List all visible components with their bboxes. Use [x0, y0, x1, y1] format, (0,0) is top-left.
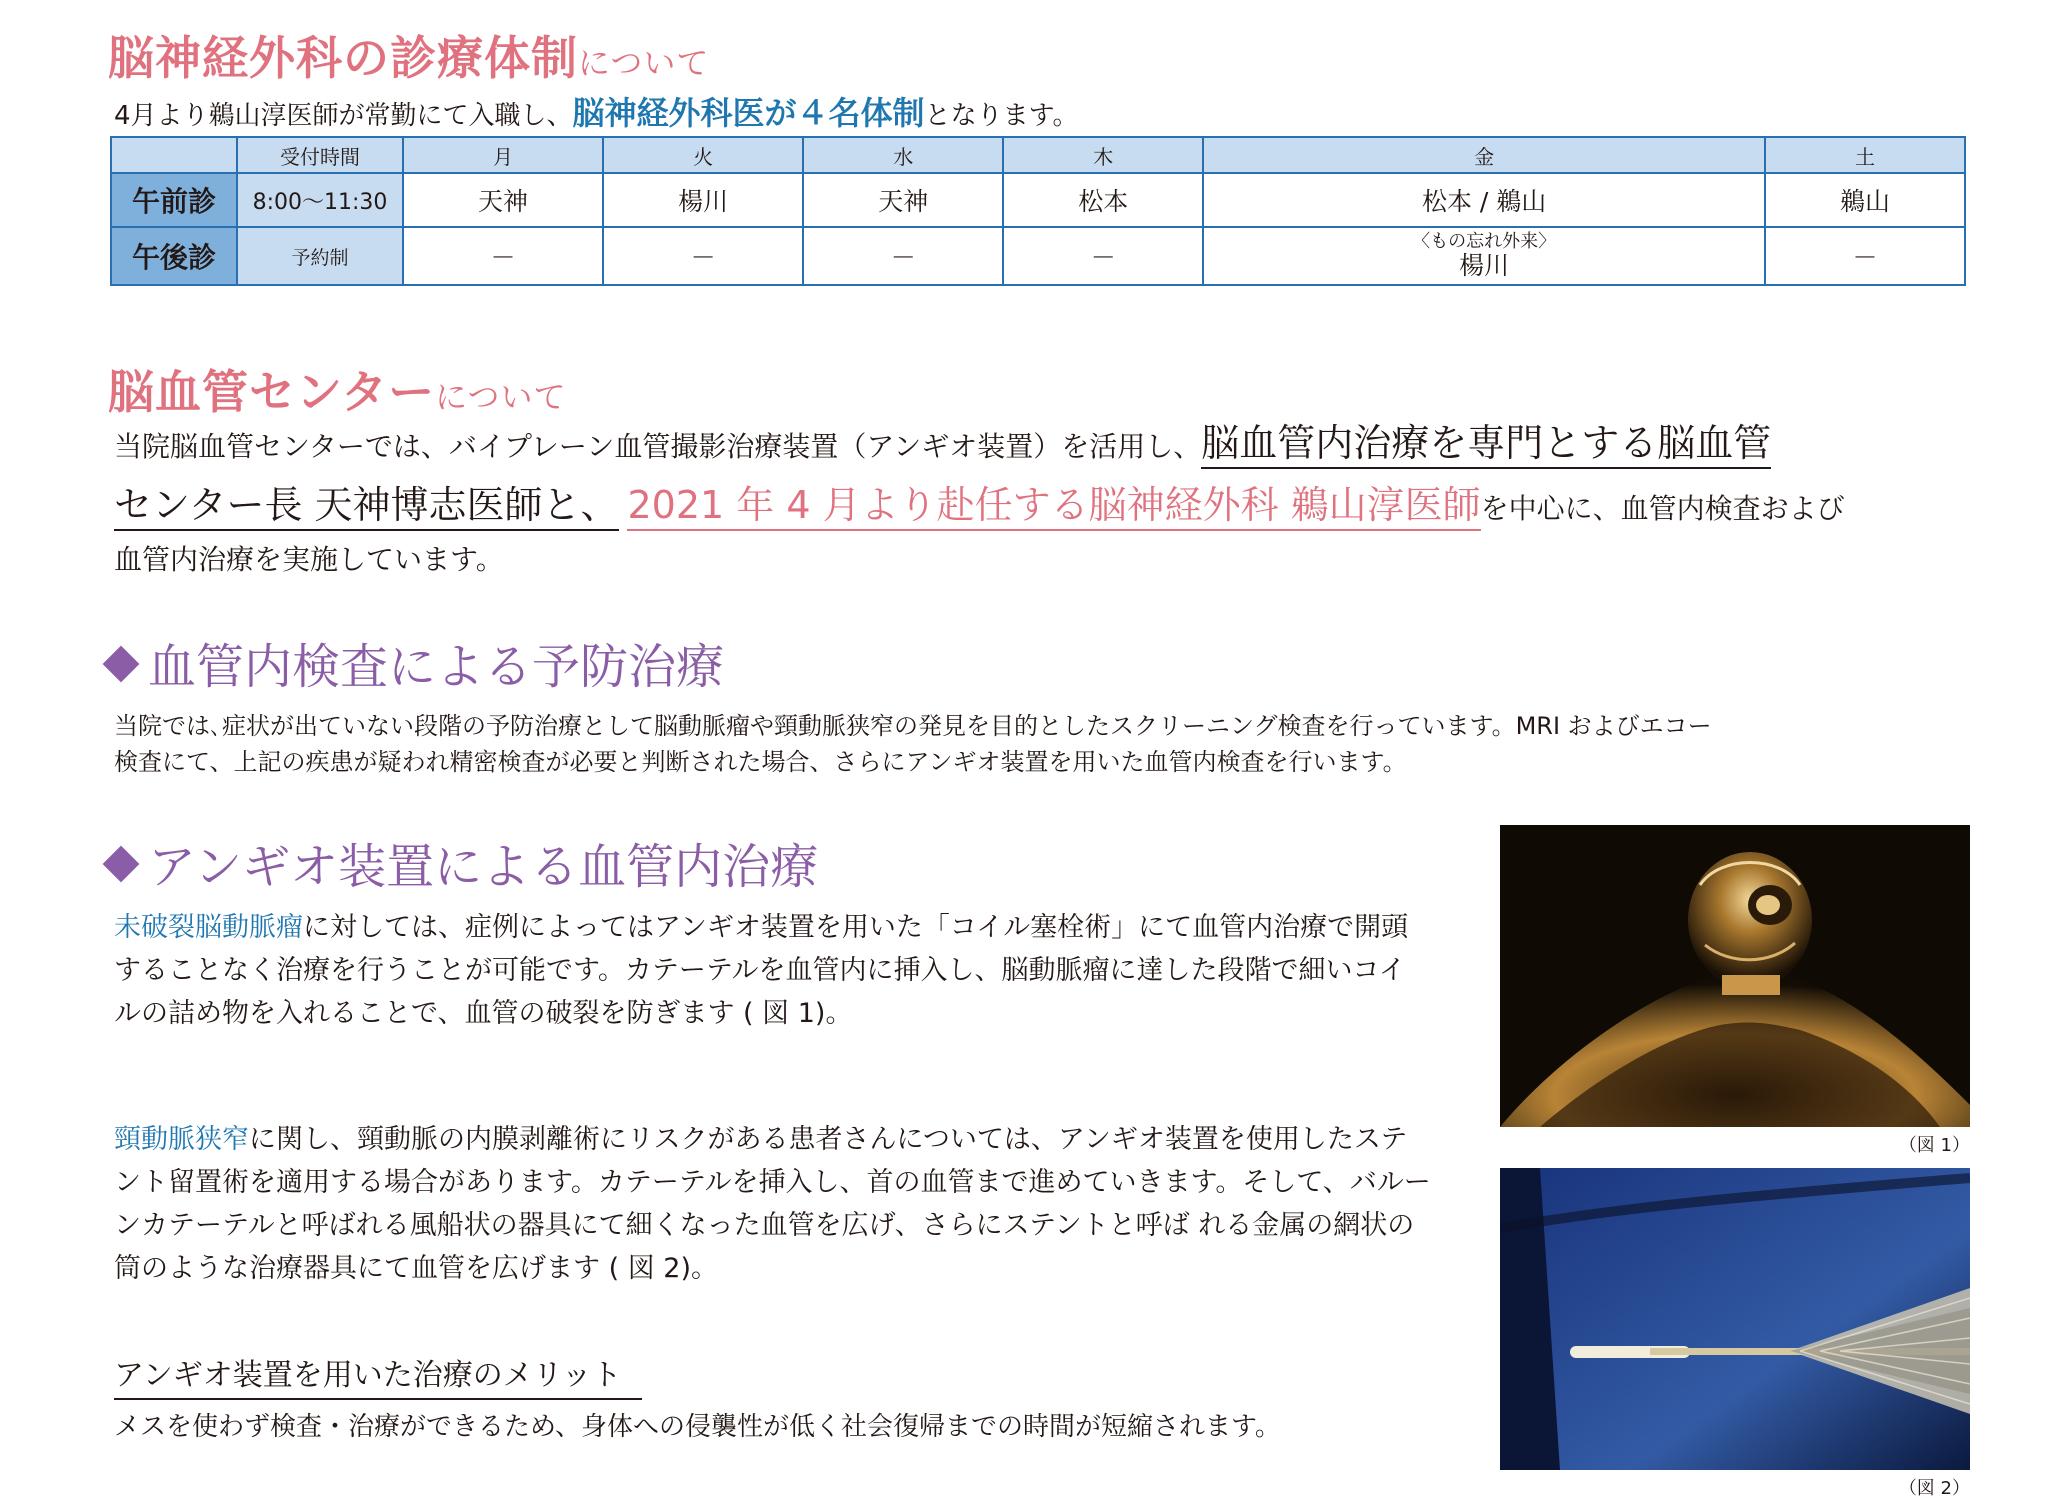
cell-morning-thu: 松本 — [1003, 173, 1203, 227]
schedule-header-thu: 木 — [1003, 137, 1203, 173]
p1-highlight: 未破裂脳動脈瘤 — [114, 912, 303, 943]
section2-line3: 血管内治療を実施しています。 — [114, 543, 504, 576]
section4-title — [102, 828, 818, 897]
section3-body — [114, 708, 1994, 780]
cell-afternoon-thu: － — [1003, 227, 1203, 285]
cell-afternoon-mon: － — [403, 227, 603, 285]
section1-intro — [114, 88, 1078, 134]
cell-afternoon-tue: － — [603, 227, 803, 285]
schedule-header-row — [111, 137, 1965, 173]
section2-line2 — [114, 476, 1974, 538]
schedule-header-mon: 月 — [403, 137, 603, 173]
diamond-bullet-icon — [103, 646, 140, 683]
p1-line2: することなく治療を行うことが可能です。カテーテルを血管内に挿入し、脳動脈瘤に達した段階で細いコイ — [114, 955, 1406, 986]
section2-line1b: 脳血管内治療を専門とする脳血管 — [1201, 421, 1771, 469]
figure1-caption: （図 1） — [1898, 1135, 1970, 1156]
cell-morning-sat: 鵜山 — [1765, 173, 1965, 227]
figure2-stent-illustration — [1500, 1168, 1970, 1470]
cell-morning-wed: 天神 — [803, 173, 1003, 227]
merit-text: メスを使わず検査・治療ができるため、身体への侵襲性が低く社会復帰までの時間が短縮されます。 — [114, 1412, 1281, 1442]
section2-title-main: 脳血管センター — [108, 365, 436, 419]
schedule-header-corner — [111, 137, 237, 173]
section1-title — [108, 22, 709, 88]
p2-line2: ント留置術を適用する場合があります。カテーテルを挿入し、首の血管まで進めていきます。そして、バルー — [114, 1167, 1431, 1198]
p2-line4: 筒のような治療器具にて血管を広げます ( 図 2)。 — [114, 1253, 718, 1284]
schedule-table — [110, 136, 1966, 286]
section2-title — [108, 356, 567, 422]
section4-paragraph2 — [114, 1118, 1494, 1290]
cell-morning-fri: 松本 / 鵜山 — [1203, 173, 1765, 227]
figure1-coil-illustration — [1500, 825, 1970, 1127]
section2-lead — [114, 414, 1974, 582]
row-time-afternoon: 予約制 — [237, 227, 403, 285]
section4-paragraph1 — [114, 906, 1494, 1035]
figure2-caption: （図 2） — [1898, 1478, 1970, 1499]
section2-line2a: センター長 天神博志医師と、 — [114, 483, 619, 531]
row-label-afternoon: 午後診 — [111, 227, 237, 285]
p1-line1 — [114, 906, 1494, 949]
section1-title-suffix: について — [578, 44, 710, 82]
figure2-stent-image — [1500, 1168, 1970, 1470]
section2-line1a: 当院脳血管センターでは、バイプレーン血管撮影治療装置（アンギオ装置）を活用し、 — [114, 430, 1202, 463]
section1-title-main: 脳神経外科の診療体制 — [108, 31, 578, 85]
cell-afternoon-fri-doctor: 楊川 — [1459, 251, 1510, 280]
section2-line2b: 2021 年 4 月より赴任する脳神経外科 鵜山淳医師 — [627, 483, 1480, 531]
p2-line1 — [114, 1118, 1494, 1161]
schedule-header-tue: 火 — [603, 137, 803, 173]
cell-morning-tue: 楊川 — [603, 173, 803, 227]
section2-line2c: を中心に、血管内検査および — [1480, 492, 1845, 525]
row-time-morning: 8:00〜11:30 — [237, 173, 403, 227]
schedule-header-fri: 金 — [1203, 137, 1765, 173]
p1-line1-text: に対しては、症例によってはアンギオ装置を用いた「コイル塞栓術」にて血管内治療で開頭 — [303, 912, 1409, 943]
cell-afternoon-sat: － — [1765, 227, 1965, 285]
merit-block — [114, 1350, 654, 1400]
p1-line3: ルの詰め物を入れることで、血管の破裂を防ぎます ( 図 1)。 — [114, 998, 853, 1029]
forgetfulness-clinic-note: 〈もの忘れ外来〉 — [1412, 231, 1557, 252]
section2-title-suffix: について — [435, 378, 567, 416]
section4-title-text: アンギオ装置による血管内治療 — [148, 839, 819, 895]
section3-title-text: 血管内検査による予防治療 — [148, 639, 725, 695]
section3-title — [102, 628, 724, 697]
p2-line3: ンカテーテルと呼ばれる風船状の器具にて細くなった血管を広げ、さらにステントと呼ば れる金属の網状の — [114, 1210, 1415, 1241]
intro-before: 4月より鵜山淳医師が常勤にて入職し、 — [114, 101, 573, 131]
p2-line1-text: に関し、頸動脈の内膜剥離術にリスクがある患者さんについては、アンギオ装置を使用したステ — [249, 1124, 1408, 1155]
schedule-header-wed: 水 — [803, 137, 1003, 173]
row-label-morning: 午前診 — [111, 173, 237, 227]
cell-afternoon-fri — [1203, 227, 1765, 285]
section3-line1: 当院では､症状が出ていない段階の予防治療として脳動脈瘤や頸動脈狭窄の発見を目的としたスクリーニング検査を行っています。MRI およびエコー — [114, 712, 1712, 740]
figure1-coil-image — [1500, 825, 1970, 1127]
p2-highlight: 頸動脈狭窄 — [114, 1124, 249, 1155]
diamond-bullet-icon — [103, 846, 140, 883]
intro-highlight: 脳神経外科医が４名体制 — [572, 94, 925, 132]
section3-line2: 検査にて、上記の疾患が疑われ精密検査が必要と判断された場合、さらにアンギオ装置を用いた血管内検査を行います。 — [114, 748, 1407, 776]
schedule-header-sat: 土 — [1765, 137, 1965, 173]
schedule-header-time: 受付時間 — [237, 137, 403, 173]
schedule-row-morning — [111, 173, 1965, 227]
schedule-row-afternoon — [111, 227, 1965, 285]
cell-morning-mon: 天神 — [403, 173, 603, 227]
merit-title: アンギオ装置を用いた治療のメリット — [114, 1350, 642, 1400]
cell-afternoon-wed: － — [803, 227, 1003, 285]
intro-after: となります。 — [924, 101, 1079, 131]
section2-line1 — [114, 414, 1974, 476]
